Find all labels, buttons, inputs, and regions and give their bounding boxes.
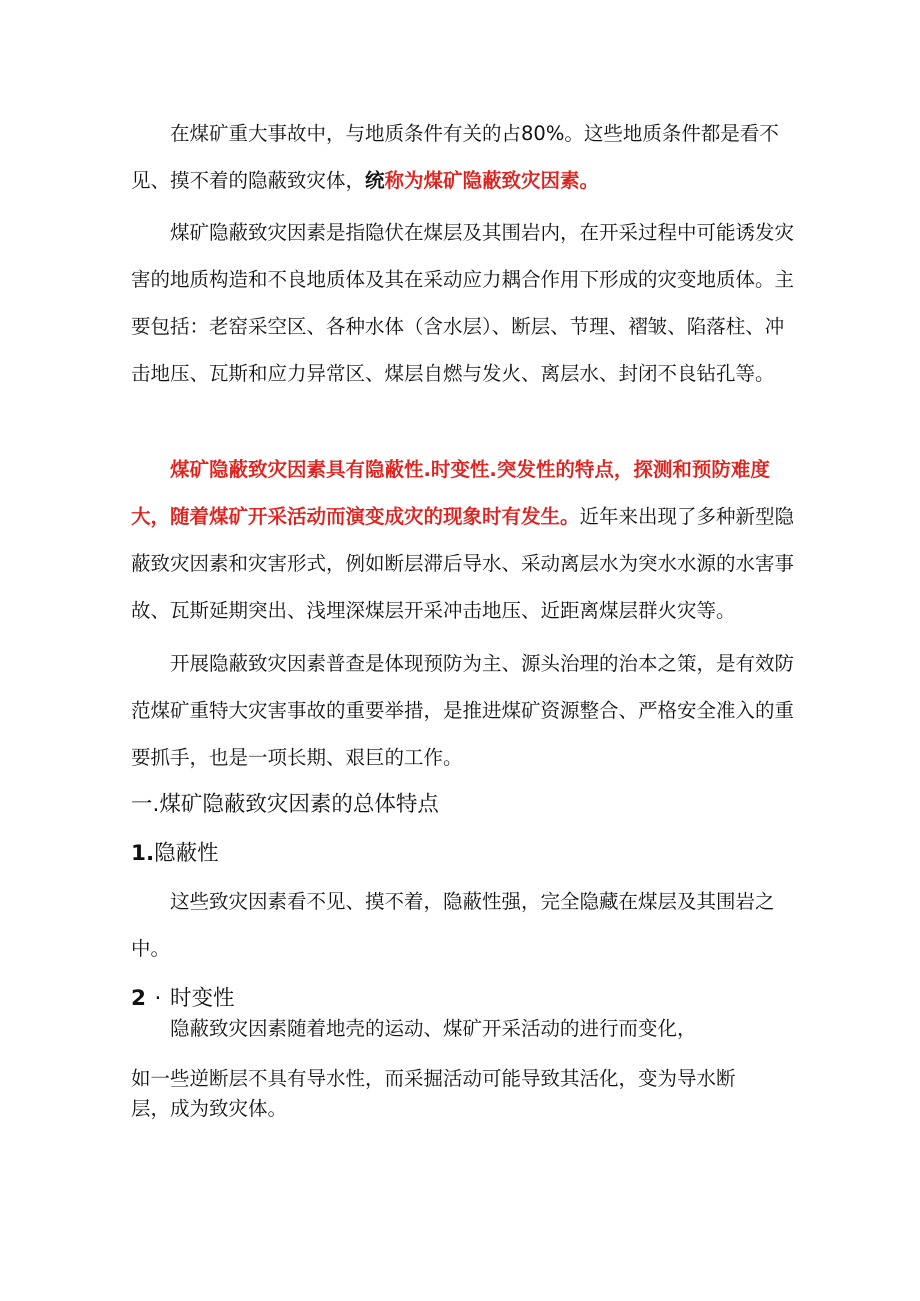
subheading-time-variance-title: 时变性 <box>169 986 235 1011</box>
paragraph-2 <box>131 209 801 397</box>
subheading-time-variance-number: 2 <box>131 986 146 1011</box>
paragraph-6-text: 隐蔽致灾因素随着地壳的运动、煤矿开采活动的进行而变化， <box>170 1017 697 1040</box>
paragraph-1-highlight: 称为煤矿隐蔽致灾因素。 <box>384 169 600 192</box>
paragraph-7 <box>131 1064 771 1124</box>
subheading-concealment-title: 隐蔽性 <box>154 841 219 866</box>
paragraph-5-text: 这些致灾因素看不见、摸不着，隐蔽性强，完全隐藏在煤层及其围岩之中。 <box>131 890 775 960</box>
paragraph-1 <box>131 110 801 204</box>
paragraph-4-text: 开展隐蔽致灾因素普查是体现预防为主、源头治理的治本之策，是有效防范煤矿重特大灾害事故的重要举措，是推进煤矿资源整合、严格安全准入的重要抓手，也是一项长期、艰巨的工作。 <box>131 652 795 769</box>
paragraph-1-bold: 统 <box>365 169 385 192</box>
paragraph-4 <box>131 640 801 781</box>
paragraph-3-text: 近年来出现了多种新型隐蔽致灾因素和灾害形式，例如断层滞后导水、采动离层水为突水水源的水害事故、瓦斯延期突出、浅埋深煤层开采冲击地压、近距离煤层群火灾等。 <box>131 505 795 622</box>
section-heading: 一.煤矿隐蔽致灾因素的总体特点 <box>131 792 439 817</box>
subheading-concealment <box>131 840 219 868</box>
paragraph-5 <box>131 878 801 972</box>
paragraph-7-text: 如一些逆断层不具有导水性，而采掘活动可能导致其活化，变为导水断层，成为致灾体。 <box>131 1067 736 1120</box>
paragraph-6 <box>131 1014 801 1044</box>
paragraph-1-text: 在煤矿重大事故中，与地质条件有关的占80%。这些地质条件都是看不见、摸不着的隐蔽致灾体， <box>131 122 779 192</box>
paragraph-2-text: 煤矿隐蔽致灾因素是指隐伏在煤层及其围岩内，在开采过程中可能诱发灾害的地质构造和不良地质体及其在采动应力耦合作用下形成的灾变地质体。主要包括：老窑采空区、各种水体（含水层）、断层、节理、褶皱、陷落柱、冲击地压、瓦斯和应力异常区、煤层自燃与发火、离层水、封闭不良钻孔等。 <box>131 221 795 385</box>
paragraph-3-highlight: 煤矿隐蔽致灾因素具有隐蔽性.时变性.突发性的特点，探测和预防难度大，随着煤矿开采活动而演变成灾的现象时有发生。 <box>131 458 770 528</box>
subheading-concealment-number: 1. <box>131 841 155 866</box>
subheading-time-variance <box>131 985 234 1013</box>
paragraph-3 <box>131 446 801 634</box>
subheading-time-variance-separator: · <box>154 986 162 1011</box>
